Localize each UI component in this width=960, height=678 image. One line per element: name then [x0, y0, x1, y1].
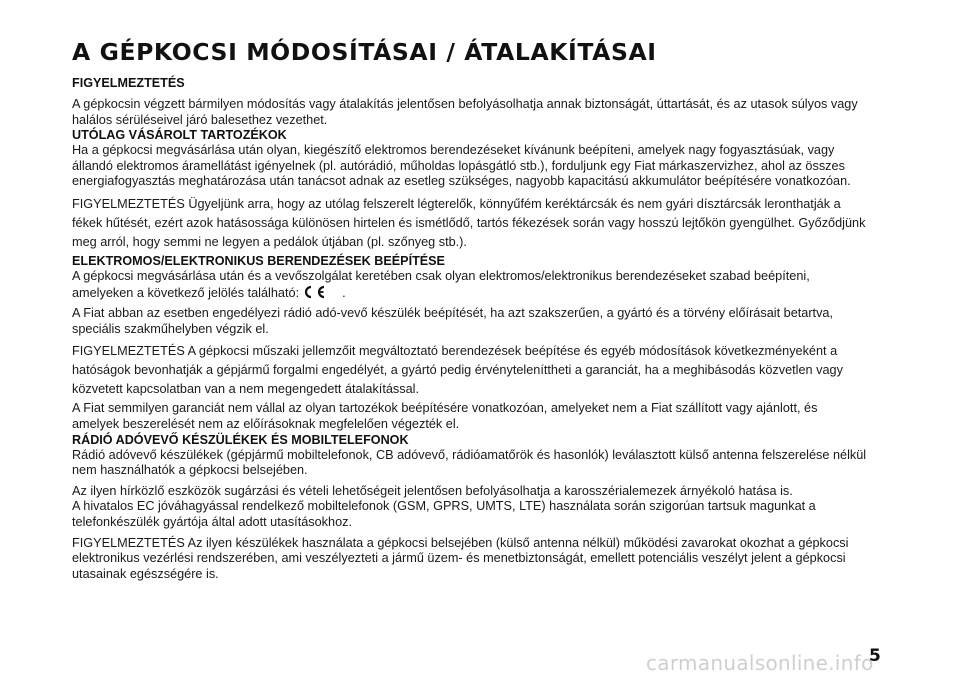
electrical-paragraph-2: A Fiat abban az esetben engedélyezi rádió adó-vevő készülék beépítését, ha azt szakszerűen, a gyártó és a törvény előírásait betartva, speciális szakműhelyben végzik el.	[72, 306, 834, 336]
electrical-paragraph-4: A Fiat semmilyen garanciát nem vállal az olyan tartozékok beépítésére vonatkozóan, amelyeket nem a Fiat szállított vagy ajánlott, és amelyek beszerelését nem az előírásoknak megfelelően végezték el.	[72, 401, 818, 431]
radio-paragraph-2: Az ilyen hírközlő eszközök sugárzási és vételi lehetőségeit jelentősen befolyásolhatja a karosszérialemezek árnyékoló hatása is.	[72, 483, 793, 498]
electrical-text-before-mark: A gépkocsi megvásárlása után és a vevőszolgálat keretében csak olyan elektromos/elektronikus berendezéseket szabad beépíteni, amelyeken a következő jelölés található:	[72, 268, 810, 300]
accessories-paragraph: Ha a gépkocsi megvásárlása után olyan, kiegészítő elektromos berendezéseket kívánunk beépíteni, amelyek nagy fogyasztásúak, vagy állandó elektromos áramellátást igényelnek (pl. autórádió, műholdas lopásgátló stb.), forduljunk egy Fiat márkaszervizhez, ahol az összes energiafogyasztás meghatározása után tanácsot adnak az esetleg szükséges, nagyobb kapacitású akkumulátor beépítésére vonatkozóan.	[72, 143, 851, 189]
ce-mark-icon	[303, 285, 339, 299]
section-heading-electrical: ELEKTROMOS/ELEKTRONIKUS BERENDEZÉSEK BEÉPÍTÉSE	[72, 253, 445, 268]
radio-warning: FIGYELMEZTETÉS Az ilyen készülékek használata a gépkocsi belsejében (külső antenna nélkül) működési zavarokat okozhat a gépkocsi elektronikus vezérlési rendszerében, ami veszélyezteti a jármű üzem- és menetbiztonságát, emellett potenciális veszélyt jelent a gépkocsi utasainak egészségére is.	[72, 535, 849, 581]
warning-text: A gépkocsin végzett bármilyen módosítás vagy átalakítás jelentősen befolyásolhatja annak biztonságát, úttartását, és az utasok súlyos vagy halálos sérüléseivel járó balesethez vezethet.	[72, 97, 858, 127]
electrical-warning: FIGYELMEZTETÉS A gépkocsi műszaki jellemzőit megváltoztató berendezések beépítése és egyéb módosítások következményeként a hatóságok bevonhatják a gépjármű forgalmi engedélyét, a gyártó pedig érvényteleníttheti a garanciát, ha a meghibásodás közvetlen vagy közvetett kapcsolatban van a nem megengedett átalakítással.	[72, 344, 843, 397]
warning-heading: FIGYELMEZTETÉS	[72, 76, 185, 90]
electrical-paragraph-1	[72, 269, 867, 301]
manual-page	[72, 38, 867, 582]
page-title: A GÉPKOCSI MÓDOSÍTÁSAI / ÁTALAKÍTÁSAI	[72, 38, 657, 66]
section-heading-radio: RÁDIÓ ADÓVEVŐ KÉSZÜLÉKEK ÉS MOBILTELEFONOK	[72, 432, 409, 447]
section-heading-accessories: UTÓLAG VÁSÁROLT TARTOZÉKOK	[72, 128, 287, 143]
radio-paragraph-1: Rádió adóvevő készülékek (gépjármű mobiltelefonok, CB adóvevő, rádióamatőrök és hasonlók) leválasztott külső antenna felszerelése nélkül nem használhatók a gépkocsi belsejében.	[72, 447, 867, 478]
radio-paragraph-3: A hivatalos EC jóváhagyással rendelkező mobiltelefonok (GSM, GPRS, UMTS, LTE) használata során szigorúan tartsuk magunkat a telefonkészülék gyártója által adott utasításokhoz.	[72, 499, 816, 529]
watermark: carmanualsonline.info	[646, 651, 874, 675]
page-number: 5	[869, 646, 881, 666]
electrical-text-after-mark: .	[342, 285, 346, 300]
accessories-warning: FIGYELMEZTETÉS Ügyeljünk arra, hogy az utólag felszerelt légterelők, könnyűfém keréktárcsák és nem gyári dísztárcsák leronthatják a fékek hűtését, ezért azok hatásossága különösen hirtelen és ismétlődő, tartós fékezések során vagy hosszú lejtőkön gyengülhet. Győződjünk meg arról, hogy semmi ne legyen a pedálok útjában (pl. szőnyeg stb.).	[72, 196, 866, 249]
